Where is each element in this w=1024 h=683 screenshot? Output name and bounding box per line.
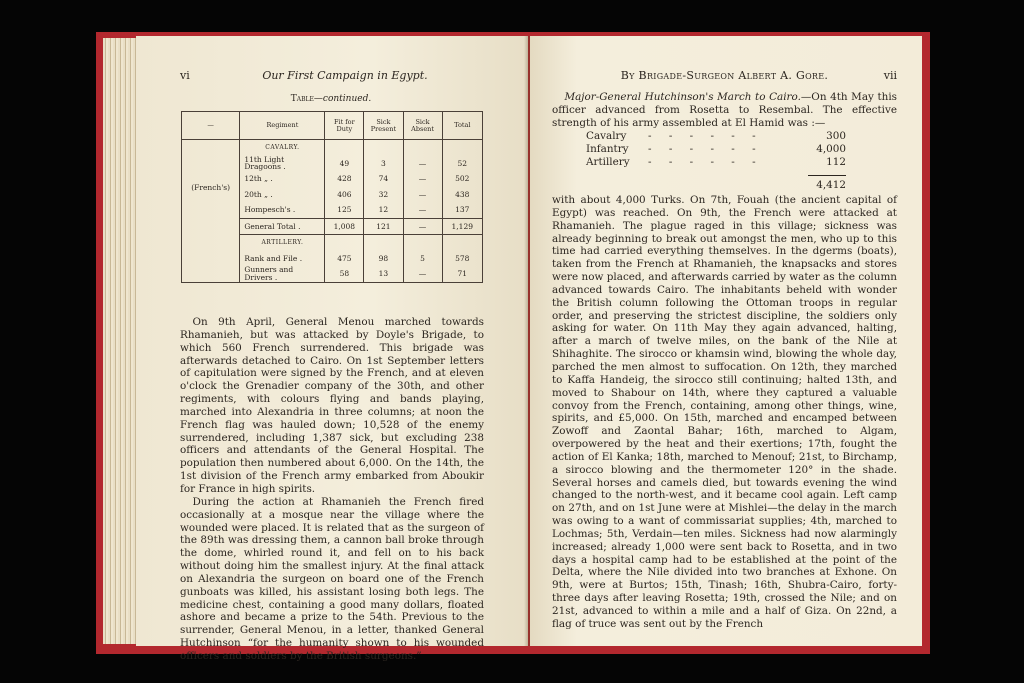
header-cell: —: [182, 112, 240, 140]
header-cell: Regiment: [240, 112, 325, 140]
table-row: [182, 235, 483, 251]
header-cell: Total: [442, 112, 482, 140]
unit-strength: 300: [826, 130, 846, 142]
paragraph: [552, 91, 897, 130]
value-cell: 428: [325, 171, 364, 187]
page-edges: [103, 38, 139, 644]
value-cell: 502: [442, 171, 482, 187]
value-cell: —: [403, 266, 442, 282]
value-cell: —: [403, 202, 442, 218]
value-cell: 5: [403, 251, 442, 267]
table-caption: [181, 94, 481, 104]
header-cell: Sick Present: [364, 112, 403, 140]
right-running-title: By Brigade-Surgeon Albert A. Gore.: [620, 69, 829, 82]
leader-dashes: - - - - - -: [648, 130, 763, 142]
value-cell: 125: [325, 202, 364, 218]
value-cell: 74: [364, 171, 403, 187]
table-row: [182, 140, 483, 156]
header-cell: Sick Absent: [403, 112, 442, 140]
table-header-row: [182, 112, 483, 140]
army-total: 4,412: [816, 179, 846, 191]
value-cell: 1,129: [442, 218, 482, 235]
value-cell: —: [403, 156, 442, 172]
unit-name: Cavalry: [586, 130, 627, 142]
leader-dashes: - - - - - -: [648, 155, 763, 168]
section-intro: [552, 91, 897, 130]
value-cell: 49: [325, 156, 364, 172]
value-cell: 438: [442, 187, 482, 203]
left-page-number: vi: [180, 69, 190, 82]
unit-name: Infantry: [586, 142, 629, 155]
unit-strength: 4,000: [816, 142, 846, 155]
unit-strength: 112: [826, 155, 846, 168]
regiment-cell: 12th „ .: [240, 171, 325, 187]
right-body-text: [552, 194, 897, 631]
value-cell: 58: [325, 266, 364, 282]
group-label: (French's): [182, 140, 240, 235]
value-cell: 52: [442, 156, 482, 172]
value-cell: 3: [364, 156, 403, 172]
casualty-table: [181, 111, 483, 283]
list-item: [586, 143, 846, 156]
value-cell: 406: [325, 187, 364, 203]
value-cell: 32: [364, 187, 403, 203]
regiment-cell: Gunners and Drivers .: [240, 266, 325, 282]
value-cell: —: [403, 218, 442, 235]
regiment-cell: 20th „ .: [240, 187, 325, 203]
left-page: [136, 36, 528, 662]
artillery-subheading: ARTILLERY.: [240, 235, 325, 251]
paragraph: with about 4,000 Turks. On 7th, Fouah (the ancient capital of Egypt) was reached. On 9th, the French were attacked at Rhamanieh. The plague raged in this village; sickness was already beginning to break out amongst the men, who up to this time had carried everything themselves. In the dgerms (boats), taken from the French at Rhamanieh, the knapsacks and stores were now placed, and afterwards carried by water as the column advanced towards Cairo. The inhabitants beheld with wonder the British column following the Ottoman troops in regular order, and preserving the strictest discipline, the soldiers only asking for water. On 11th May they again advanced, halting, after a march of twelve miles, on the bank of the Nile at Shihaghite. The sirocco or khamsin wind, blowing the whole day, parched the men almost to suffocation. On 12th, they marched to Kaffa Handeig, the sirocco still continuing; halted 13th, and moved to Shabour on 14th, where they captured a valuable convoy from the French, containing, among other things, wine, spirits, and £5,000. On 15th, marched and encamped between Zowoff and Zaontal Bahar; 16th, marched to Algam, overpowered by the heat and their exertions; 17th, fought the action of El Kanka; 18th, marched to Menouf; 21st, to Birchamp, a sirocco blowing and the thermometer 120° in the shade. Several horses and camels died, but towards evening the wind changed to the north-west, and it became cool again. Left camp on 27th, and on 1st June were at Mishlei—the delay in the march was owing to a want of commissariat supplies; 4th, marched to Lochmas; 5th, Verdain—ten miles. Sickness had now alarmingly increased; already 1,000 were sent back to Rosetta, and in two days a hospital camp had to be established at the point of the Delta, where the Nile divided into two branches at Exhone. On 9th, were at Burtos; 15th, Tinash; 16th, Shubra-Cairo, forty-three days after leaving Rosetta; 19th, crossed the Nile; and on 21st, advanced to within a mile and a half of Giza. On 22nd, a flag of truce was sent out by the French: [552, 194, 897, 630]
value-cell: 13: [364, 266, 403, 282]
regiment-cell: General Total .: [240, 218, 325, 235]
leader-dashes: - - - - - -: [648, 142, 763, 155]
sum-rule: [808, 175, 846, 176]
left-body-text: [180, 316, 484, 663]
left-running-title: Our First Campaign in Egypt.: [262, 69, 428, 82]
table-caption-suffix: continued.: [322, 94, 372, 104]
paragraph: During the action at Rhamanieh the French fired occasionally at a mosque near the village where the wounded were placed. It is related that as the surgeon of the 89th was dressing them, a cannon ball broke through the dome, whirled round it, and fell on to his back without doing him the smallest injury. At the final attack on Alexandria the surgeon on board one of the French gunboats was killed, his assistant losing both legs. The medicine chest, containing a good many dollars, floated ashore and became a prize to the 54th. Previous to the surrender, General Menou, in a letter, thanked General Hutchinson “for the humanity shown to his wounded officers and soldiers by the British surgeons.”: [180, 495, 484, 662]
regiment-cell: Rank and File .: [240, 251, 325, 267]
value-cell: —: [403, 171, 442, 187]
value-cell: 1,008: [325, 218, 364, 235]
value-cell: 475: [325, 251, 364, 267]
list-item: [586, 156, 846, 169]
regiment-cell: 11th Light Dragoons .: [240, 156, 325, 172]
regiment-cell: Hompesch's .: [240, 202, 325, 218]
value-cell: 98: [364, 251, 403, 267]
table-caption-prefix: Table—: [290, 94, 323, 104]
value-cell: 121: [364, 218, 403, 235]
paragraph: On 9th April, General Menou marched towards Rhamanieh, but was attacked by Doyle's Brigade, to which 560 French surrendered. This brigade was afterwards detached to Cairo. On 1st September letters of capitulation were signed by the French, and at eleven o'clock the Grenadier company of the 30th, and other regiments, with colours flying and bands playing, marched into Alexandria in three columns; at noon the French flag was hauled down; 10,528 of the enemy surrendered, including 1,387 sick, but excluding 238 officers and attendants of the General Hospital. The population then numbered about 6,000. On the 14th, the 1st division of the French army embarked from Aboukir for France in high spirits.: [180, 316, 484, 495]
value-cell: 71: [442, 266, 482, 282]
list-item: [586, 130, 846, 143]
section-heading: Major-General Hutchinson's March to Cairo.: [564, 91, 801, 103]
value-cell: 578: [442, 251, 482, 267]
right-page: [530, 36, 922, 646]
value-cell: 12: [364, 202, 403, 218]
army-strength-list: [586, 130, 846, 191]
cavalry-subheading: CAVALRY.: [240, 140, 325, 156]
unit-name: Artillery: [586, 155, 630, 168]
value-cell: 137: [442, 202, 482, 218]
value-cell: —: [403, 187, 442, 203]
section-intro-text: —On 4th May this officer advanced from Rosetta to Resembal. The effective strength of his army assembled at El Hamid was :—: [552, 91, 897, 129]
header-cell: Fit for Duty: [325, 112, 364, 140]
right-page-number: vii: [883, 69, 897, 82]
